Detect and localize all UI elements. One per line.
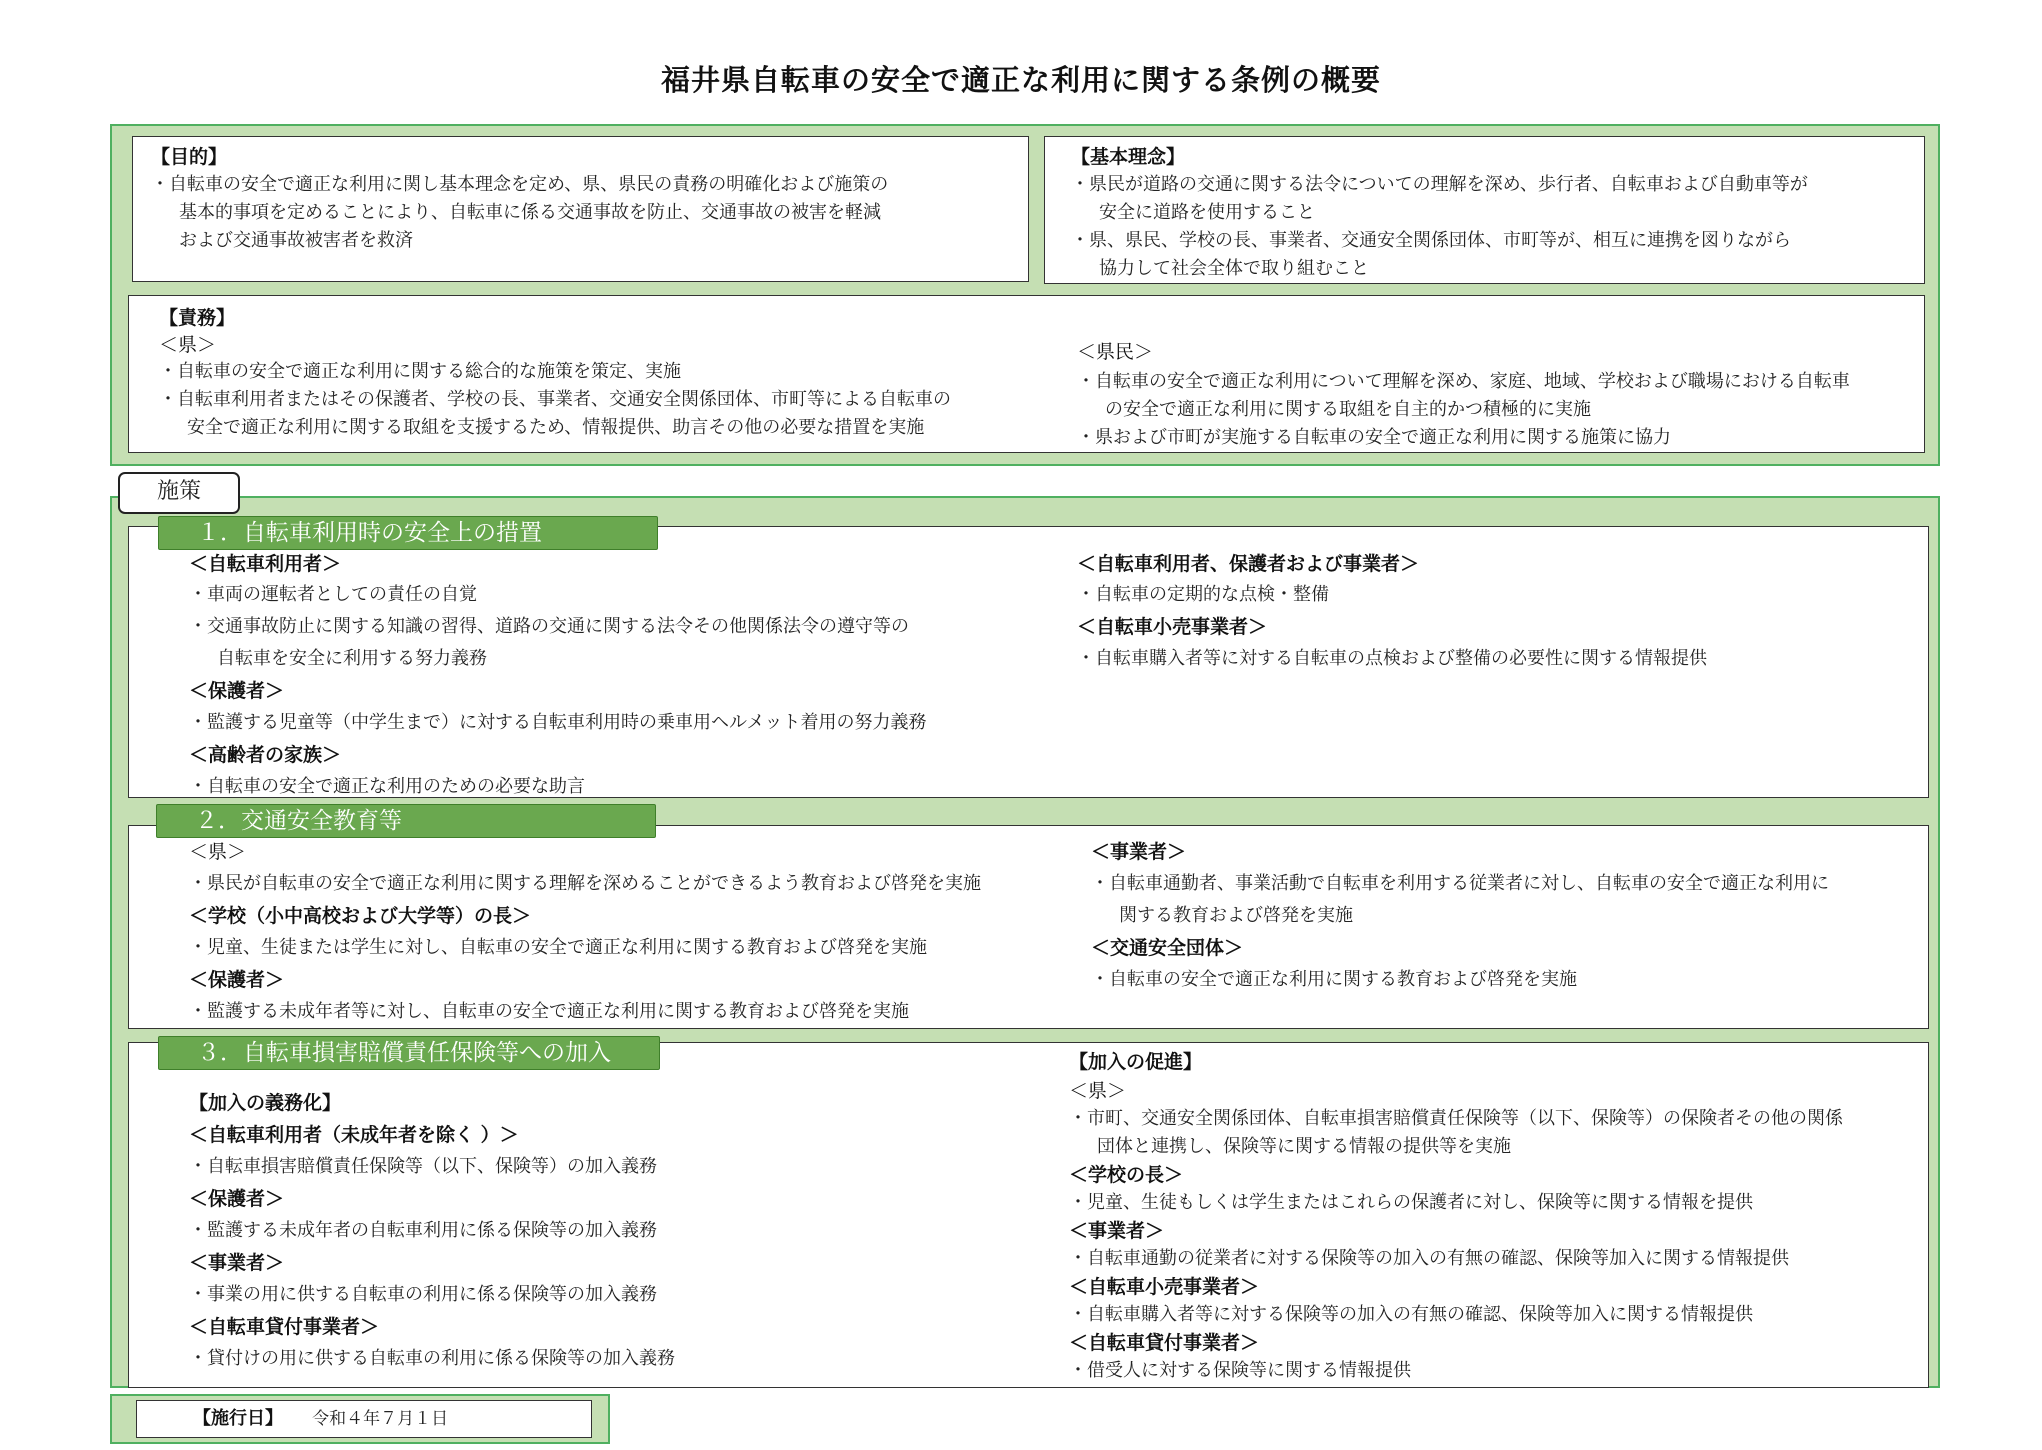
basic-principle-box (1044, 136, 1925, 284)
section1-line: ・監護する児童等（中学生まで）に対する自転車利用時の乗車用ヘルメット着用の努力義務 (189, 712, 927, 733)
section3-mandatory-header: 【加入の義務化】 (189, 1092, 342, 1114)
purpose-box (132, 136, 1029, 282)
section2-box (128, 825, 1929, 1029)
section2-line: ・監護する未成年者等に対し、自転車の安全で適正な利用に関する教育および啓発を実施 (189, 1001, 909, 1022)
effective-date-box (136, 1400, 592, 1438)
section2-line: ・県民が自転車の安全で適正な利用に関する理解を深めることができるよう教育および啓発を実施 (189, 873, 981, 894)
section1-guardians-label: ＜保護者＞ (189, 680, 285, 702)
section1-title: １．自転車利用時の安全上の措置 (158, 516, 658, 550)
effective-date-label: 【施行日】 (193, 1408, 283, 1429)
section2-line: ・児童、生徒または学生に対し、自転車の安全で適正な利用に関する教育および啓発を実施 (189, 937, 927, 958)
section3-school-label: ＜学校の長＞ (1069, 1164, 1184, 1186)
section1-box (128, 526, 1929, 798)
section1-line: ・自転車の定期的な点検・整備 (1077, 584, 1329, 605)
basic-principle-line: ・県民が道路の交通に関する法令についての理解を深め、歩行者、自転車および自動車等が (1071, 174, 1808, 195)
section3-line: ・自転車損害賠償責任保険等（以下、保険等）の加入義務 (189, 1156, 657, 1177)
section1-elderly-family-label: ＜高齢者の家族＞ (189, 744, 342, 766)
section1-line: ・自転車購入者等に対する自転車の点検および整備の必要性に関する情報提供 (1077, 648, 1707, 669)
section3-line: ・自転車購入者等に対する保険等の加入の有無の確認、保険等加入に関する情報提供 (1069, 1304, 1753, 1325)
duties-residents-line: の安全で適正な利用に関する取組を自主的かつ積極的に実施 (1105, 399, 1591, 420)
section3-guardians-label: ＜保護者＞ (189, 1188, 285, 1210)
purpose-line: ・自転車の安全で適正な利用に関し基本理念を定め、県、県民の責務の明確化および施策の (151, 174, 889, 195)
section2-guardians-label: ＜保護者＞ (189, 969, 285, 991)
duties-header: 【責務】 (159, 307, 236, 329)
section3-rental-promo-label: ＜自転車貸付事業者＞ (1069, 1332, 1260, 1354)
section1-line: 自転車を安全に利用する努力義務 (217, 648, 487, 669)
section3-line: ・事業の用に供する自転車の利用に係る保険等の加入義務 (189, 1284, 657, 1305)
basic-principle-line: 安全に道路を使用すること (1099, 202, 1315, 223)
page-title: 福井県自転車の安全で適正な利用に関する条例の概要 (660, 63, 1381, 97)
section2-school-label: ＜学校（小中高校および大学等）の長＞ (189, 905, 532, 927)
section2-businesses-label: ＜事業者＞ (1091, 841, 1187, 863)
duties-residents-line: ・県および市町が実施する自転車の安全で適正な利用に関する施策に協力 (1077, 427, 1671, 448)
basic-principle-line: ・県、県民、学校の長、事業者、交通安全関係団体、市町等が、相互に連携を図りながら (1071, 230, 1791, 251)
section3-line: ・自転車通勤の従業者に対する保険等の加入の有無の確認、保険等加入に関する情報提供 (1069, 1248, 1789, 1269)
duties-prefecture-line: ・自転車利用者またはその保護者、学校の長、事業者、交通安全関係団体、市町等による自転車の (159, 389, 951, 410)
duties-residents-line: ・自転車の安全で適正な利用について理解を深め、家庭、地域、学校および職場における自転車 (1077, 371, 1850, 392)
section3-line: ・児童、生徒もしくは学生またはこれらの保護者に対し、保険等に関する情報を提供 (1069, 1192, 1753, 1213)
purpose-header: 【目的】 (151, 146, 228, 168)
basic-principle-line: 協力して社会全体で取り組むこと (1099, 258, 1369, 279)
section3-line: ・市町、交通安全関係団体、自転車損害賠償責任保険等（以下、保険等）の保険者その他の関係 (1069, 1108, 1843, 1129)
basic-principle-header: 【基本理念】 (1071, 146, 1186, 168)
effective-date-value: 令和４年７月１日 (312, 1409, 449, 1429)
section2-line: 関する教育および啓発を実施 (1119, 905, 1353, 926)
section2-safety-groups-label: ＜交通安全団体＞ (1091, 937, 1244, 959)
section3-promotion-header: 【加入の促進】 (1069, 1051, 1203, 1073)
section3-line: ・貸付けの用に供する自転車の利用に係る保険等の加入義務 (189, 1348, 675, 1369)
section1-line: ・車両の運転者としての責任の自覚 (189, 584, 477, 605)
section3-line: ・監護する未成年者の自転車利用に係る保険等の加入義務 (189, 1220, 657, 1241)
section3-prefecture-label: ＜県＞ (1069, 1080, 1127, 1102)
section3-users-label: ＜自転車利用者（未成年者を除く ）＞ (189, 1124, 519, 1146)
section3-rental-label: ＜自転車貸付事業者＞ (189, 1316, 380, 1338)
section2-prefecture-label: ＜県＞ (189, 841, 247, 863)
section3-businesses-label: ＜事業者＞ (189, 1252, 285, 1274)
section3-retailers-label: ＜自転車小売事業者＞ (1069, 1276, 1260, 1298)
duties-prefecture-line: ・自転車の安全で適正な利用に関する総合的な施策を策定、実施 (159, 361, 681, 382)
duties-prefecture-line: 安全で適正な利用に関する取組を支援するため、情報提供、助言その他の必要な措置を実施 (187, 417, 925, 438)
section1-line: ・自転車の安全で適正な利用のための必要な助言 (189, 776, 585, 797)
section3-title: ３．自転車損害賠償責任保険等への加入 (158, 1036, 660, 1070)
section3-box (128, 1042, 1929, 1388)
section3-employers-label: ＜事業者＞ (1069, 1220, 1165, 1242)
section3-line: 団体と連携し、保険等に関する情報の提供等を実施 (1097, 1136, 1511, 1157)
section1-retailers-label: ＜自転車小売事業者＞ (1077, 616, 1268, 638)
section2-line: ・自転車の安全で適正な利用に関する教育および啓発を実施 (1091, 969, 1577, 990)
duties-box (128, 295, 1925, 453)
section1-users-label: ＜自転車利用者＞ (189, 553, 342, 575)
duties-prefecture-label: ＜県＞ (159, 334, 217, 356)
section3-line: ・借受人に対する保険等に関する情報提供 (1069, 1360, 1411, 1381)
duties-residents-label: ＜県民＞ (1077, 341, 1154, 363)
section1-line: ・交通事故防止に関する知識の習得、道路の交通に関する法令その他関係法令の遵守等の (189, 616, 909, 637)
section2-title: ２．交通安全教育等 (156, 804, 656, 838)
measures-label: 施策 (118, 472, 240, 514)
section1-users-guardians-businesses-label: ＜自転車利用者、保護者および事業者＞ (1077, 553, 1420, 575)
section2-line: ・自転車通勤者、事業活動で自転車を利用する従業者に対し、自転車の安全で適正な利用に (1091, 873, 1829, 894)
purpose-line: および交通事故被害者を救済 (179, 230, 413, 251)
purpose-line: 基本的事項を定めることにより、自転車に係る交通事故を防止、交通事故の被害を軽減 (179, 202, 881, 223)
